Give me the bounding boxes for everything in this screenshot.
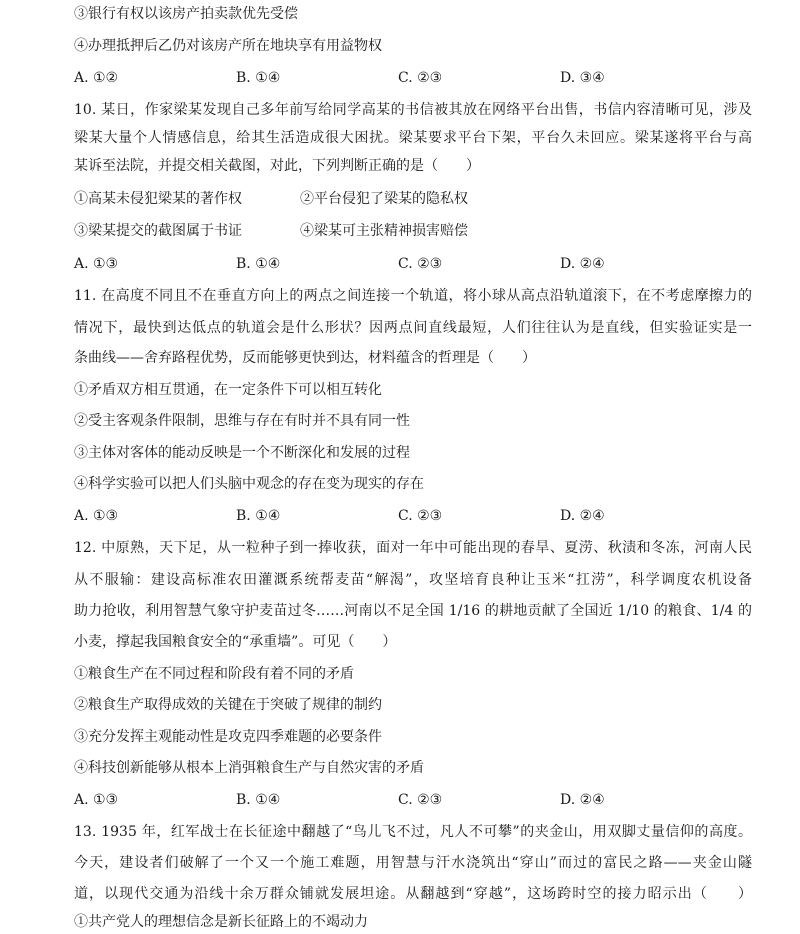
q12-stem-line-4: 小麦，撑起我国粮食安全的“承重墙”。可见（ ） [74, 634, 397, 650]
q10-option-c[interactable]: C. ②③ [398, 256, 443, 272]
q11-stem-line-2: 情况下，最快到达低点的轨道会是什么形状？因两点间直线最短，人们往往认为是直线，但实验证实是一 [74, 320, 752, 336]
q10-option-d[interactable]: D. ②④ [560, 256, 605, 272]
q9-option-a[interactable]: A. ①② [74, 70, 119, 86]
q11-option-c[interactable]: C. ②③ [398, 508, 443, 524]
q10-statement-3: ③梁某提交的截图属于书证 [74, 223, 242, 239]
q9-option-c[interactable]: C. ②③ [398, 70, 443, 86]
q11-statement-1: ①矛盾双方相互贯通，在一定条件下可以相互转化 [74, 382, 382, 398]
q13-stem-line-2: 今天，建设者们破解了一个又一个施工难题，用智慧与汗水浇筑出“穿山”而过的富民之路——夹金山隧 [74, 855, 752, 871]
q12-stem-line-1: 12. 中原熟，天下足，从一粒种子到一捧收获，面对一年中可能出现的春旱、夏涝、秋渍和冬冻，河南人民 [74, 540, 752, 556]
q12-statement-2: ②粮食生产取得成效的关键在于突破了规律的制约 [74, 697, 382, 713]
q10-statement-4: ④梁某可主张精神损害赔偿 [300, 223, 468, 239]
q12-option-a[interactable]: A. ①③ [74, 792, 119, 808]
q12-statement-1: ①粮食生产在不同过程和阶段有着不同的矛盾 [74, 666, 354, 682]
q12-statement-4: ④科技创新能够从根本上消弭粮食生产与自然灾害的矛盾 [74, 760, 424, 776]
q11-stem-line-1: 11. 在高度不同且不在垂直方向上的两点之间连接一个轨道，将小球从高点沿轨道滚下，在不考虑摩擦力的 [74, 288, 752, 304]
q10-option-a[interactable]: A. ①③ [74, 256, 119, 272]
q10-statement-2: ②平台侵犯了梁某的隐私权 [300, 191, 468, 207]
q11-option-b[interactable]: B. ①④ [236, 508, 281, 524]
q10-statement-1: ①高某未侵犯梁某的著作权 [74, 191, 242, 207]
q9-option-d[interactable]: D. ③④ [560, 70, 605, 86]
q12-option-d[interactable]: D. ②④ [560, 792, 605, 808]
q11-option-d[interactable]: D. ②④ [560, 508, 605, 524]
q10-stem-line-1: 10. 某日，作家梁某发现自己多年前写给同学高某的书信被其放在网络平台出售，书信内容清晰可见，涉及 [74, 102, 752, 118]
q11-statement-2: ②受主客观条件限制，思维与存在有时并不具有同一性 [74, 413, 410, 429]
q11-stem-line-3: 条曲线——舍弃路程优势，反而能够更快到达，材料蕴含的哲理是（ ） [74, 350, 536, 366]
q9-option-b[interactable]: B. ①④ [236, 70, 281, 86]
q10-option-b[interactable]: B. ①④ [236, 256, 281, 272]
q9-statement-3: ③银行有权以该房产拍卖款优先受偿 [74, 6, 298, 22]
q10-stem-line-3: 某诉至法院，并提交相关截图，对此，下列判断正确的是（ ） [74, 158, 480, 174]
q13-statement-1: ①共产党人的理想信念是新长征路上的不竭动力 [74, 914, 368, 930]
q13-stem-line-3: 道，以现代交通为沿线十余万群众铺就发展坦途。从翻越到“穿越”，这场跨时空的接力昭示出（ ） [74, 886, 752, 902]
q11-statement-3: ③主体对客体的能动反映是一个不断深化和发展的过程 [74, 445, 410, 461]
q12-stem-line-3: 助力抢收，利用智慧气象守护麦苗过冬……河南以不足全国 1/16 的耕地贡献了全国近 1/10 的粮食、1/4 的 [74, 603, 752, 619]
q13-stem-line-1: 13. 1935 年，红军战士在长征途中翻越了“鸟儿飞不过，凡人不可攀”的夹金山，用双脚丈量信仰的高度。 [74, 824, 752, 840]
q11-option-a[interactable]: A. ①③ [74, 508, 119, 524]
q12-option-c[interactable]: C. ②③ [398, 792, 443, 808]
q11-statement-4: ④科学实验可以把人们头脑中观念的存在变为现实的存在 [74, 476, 424, 492]
q12-stem-line-2: 从不服输：建设高标准农田灌溉系统帮麦苗“解渴”，攻坚培育良种让玉米“扛涝”，科学调度农机设备 [74, 572, 752, 588]
q10-stem-line-2: 梁某大量个人情感信息，给其生活造成很大困扰。梁某要求平台下架，平台久未回应。梁某遂将平台与高 [74, 130, 752, 146]
q12-statement-3: ③充分发挥主观能动性是攻克四季难题的必要条件 [74, 729, 382, 745]
q12-option-b[interactable]: B. ①④ [236, 792, 281, 808]
q9-statement-4: ④办理抵押后乙仍对该房产所在地块享有用益物权 [74, 38, 382, 54]
